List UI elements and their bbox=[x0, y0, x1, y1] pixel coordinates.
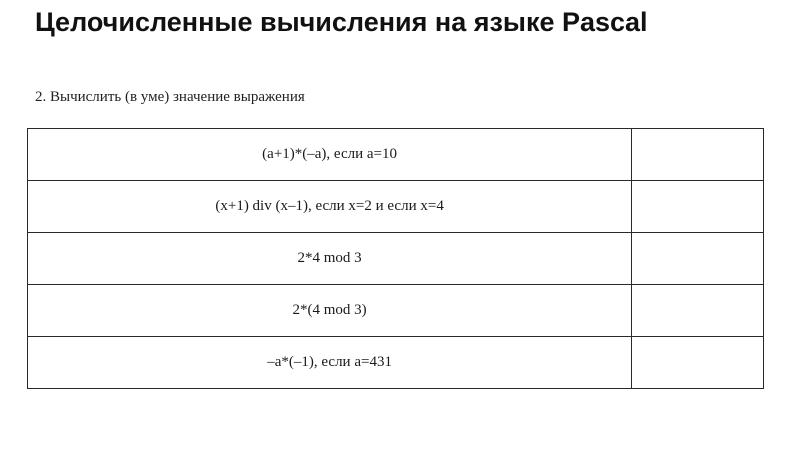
table-row bbox=[28, 233, 764, 285]
expression-cell: –a*(–1), если a=431 bbox=[28, 337, 632, 389]
slide-title: Целочисленные вычисления на языке Pascal bbox=[35, 7, 648, 37]
task-statement: 2. Вычислить (в уме) значение выражения bbox=[35, 89, 305, 105]
answer-cell bbox=[632, 337, 764, 389]
table-row bbox=[28, 285, 764, 337]
table-row bbox=[28, 129, 764, 181]
answer-cell bbox=[632, 233, 764, 285]
expression-cell: (a+1)*(–a), если a=10 bbox=[28, 129, 632, 181]
expression-cell: 2*4 mod 3 bbox=[28, 233, 632, 285]
expression-cell: 2*(4 mod 3) bbox=[28, 285, 632, 337]
expression-cell: (x+1) div (x–1), если x=2 и если x=4 bbox=[28, 181, 632, 233]
answer-cell bbox=[632, 129, 764, 181]
expression-table bbox=[27, 128, 764, 389]
table-row bbox=[28, 181, 764, 233]
table-row bbox=[28, 337, 764, 389]
answer-cell bbox=[632, 181, 764, 233]
answer-cell bbox=[632, 285, 764, 337]
